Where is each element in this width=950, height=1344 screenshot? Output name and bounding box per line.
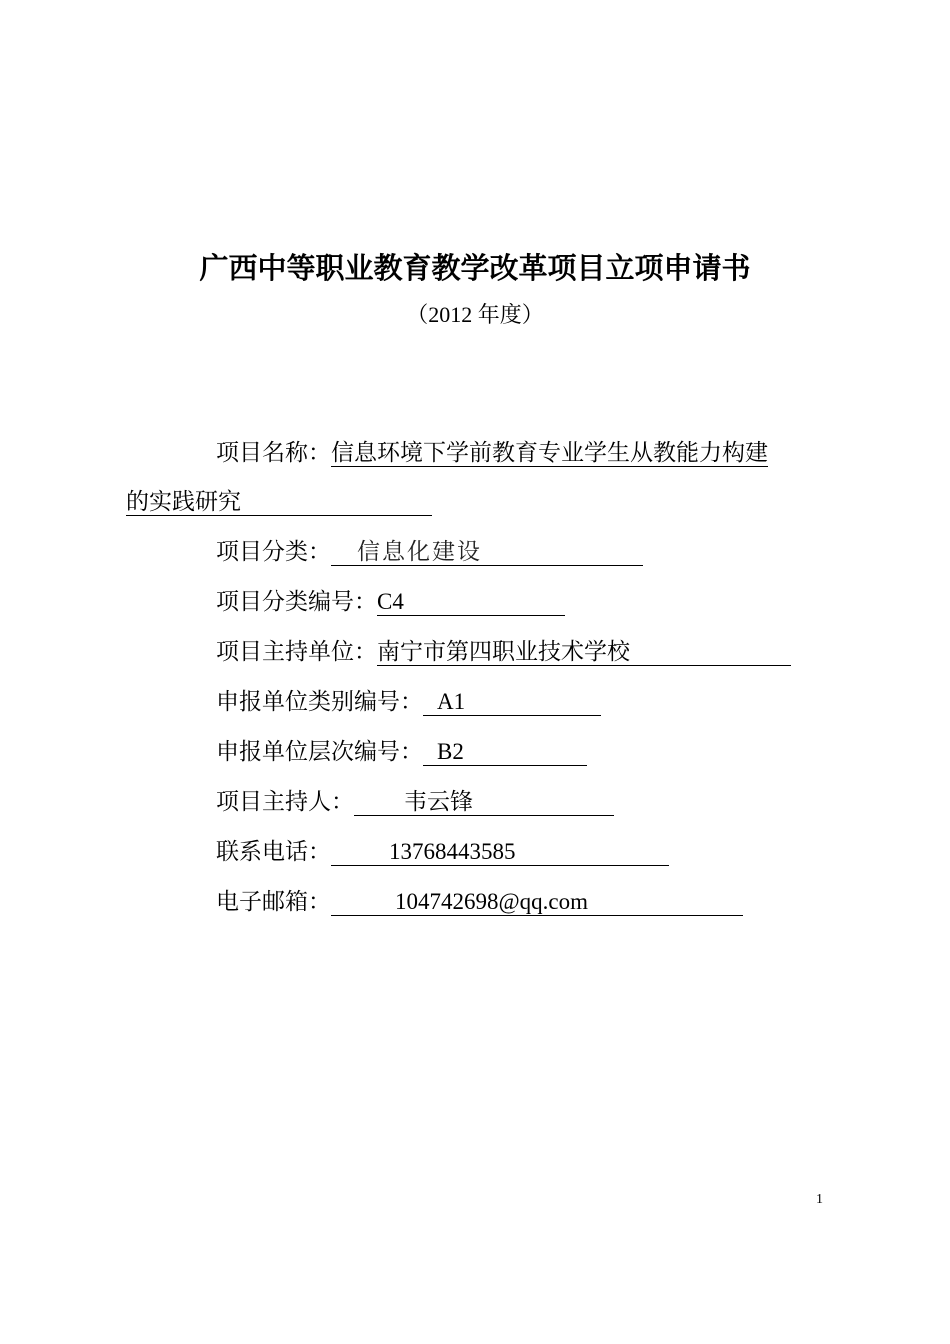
category-label: 项目分类： <box>216 539 331 565</box>
host-unit-value: 南宁市第四职业技术学校 <box>377 639 791 666</box>
project-name-label: 项目名称： <box>216 440 331 466</box>
category-code-label: 项目分类编号： <box>216 589 377 615</box>
category-code-value: C4 <box>377 589 565 616</box>
email-label: 电子邮箱： <box>216 889 331 915</box>
email-row <box>216 887 743 917</box>
unit-type-code-row <box>216 687 601 717</box>
category-row <box>216 537 643 567</box>
unit-type-code-label: 申报单位类别编号： <box>216 689 423 715</box>
project-name-value-line1: 信息环境下学前教育专业学生从教能力构建 <box>331 440 768 466</box>
category-value: 信息化建设 <box>331 539 643 566</box>
project-name-row <box>216 438 768 468</box>
phone-label: 联系电话： <box>216 839 331 865</box>
host-unit-label: 项目主持单位： <box>216 639 377 665</box>
category-code-row <box>216 587 565 617</box>
email-value: 104742698@qq.com <box>331 889 743 916</box>
unit-level-code-label: 申报单位层次编号： <box>216 739 423 765</box>
host-person-row <box>216 787 614 817</box>
unit-level-code-value: B2 <box>423 739 587 766</box>
host-unit-row <box>216 637 791 667</box>
unit-type-code-value: A1 <box>423 689 601 716</box>
page-number: 1 <box>816 1192 823 1207</box>
project-name-value-line2: 的实践研究 <box>126 489 432 516</box>
host-person-label: 项目主持人： <box>216 789 354 815</box>
document-title: 广西中等职业教育教学改革项目立项申请书 <box>199 251 751 285</box>
unit-level-code-row <box>216 737 587 767</box>
phone-row <box>216 837 669 867</box>
document-subtitle: （2012 年度） <box>406 302 544 327</box>
project-name-row-continued <box>126 487 432 517</box>
phone-value: 13768443585 <box>331 839 669 866</box>
host-person-value: 韦云锋 <box>354 789 614 816</box>
